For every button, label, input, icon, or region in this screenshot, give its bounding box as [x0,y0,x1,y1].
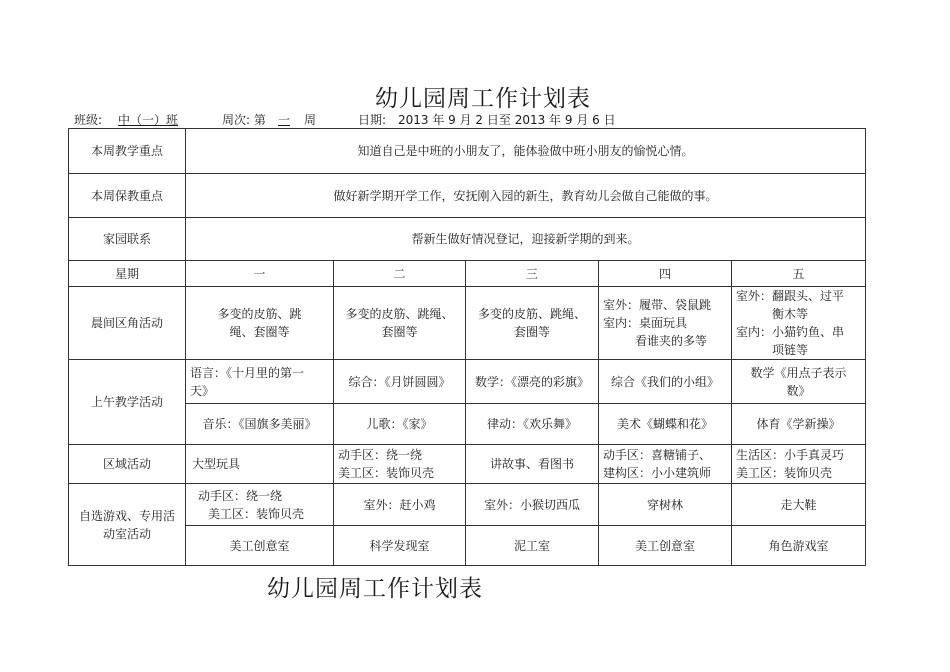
cell-line: 数》 [786,383,811,398]
table-cell: 穿树林 [599,484,732,526]
row-label: 本周教学重点 [69,129,186,174]
cell-line: 多变的皮筋、跳 [217,307,302,321]
table-row [69,445,866,484]
table-cell [334,287,466,360]
table-cell [466,287,599,360]
cell-line: 动手区：绕一绕 [198,488,283,503]
table-cell: 泥工室 [466,526,599,566]
home-contact: 帮新生做好情况登记，迎接新学期的到来。 [186,218,866,261]
cell-line: 语言：《十月里的第一 [190,365,305,380]
day-header: 四 [599,261,732,287]
cell-line: 室内：桌面玩具 [603,316,688,330]
table-cell: 科学发现室 [334,526,466,566]
table-cell: 综合：《月饼圆圆》 [334,360,466,404]
document-title-repeat: 幼儿园周工作计划表 [267,576,483,602]
label-line: 动室活动 [102,526,151,541]
row-label: 区域活动 [69,445,186,484]
cell-line: 多变的皮筋、跳绳、 [345,307,454,321]
table-row [69,484,866,526]
table-cell [732,287,866,360]
table-cell: 音乐：《国旗多美丽》 [186,404,334,445]
cell-line: 看谁夹的多等 [635,334,708,348]
row-label: 本周保教重点 [69,174,186,218]
cell-line: 室外：翻跟头、过平 [736,289,845,303]
day-header: 二 [334,261,466,287]
table-row [69,218,866,261]
cell-line: 天》 [190,383,215,398]
table-cell: 角色游戏室 [732,526,866,566]
table-row [69,174,866,218]
table-cell: 室外：赶小鸡 [334,484,466,526]
table-row [69,526,866,566]
table-cell: 综合《我们的小组》 [599,360,732,404]
table-cell: 美术《蝴蝶和花》 [599,404,732,445]
table-cell [599,287,732,360]
table-cell [732,445,866,484]
day-header: 五 [732,261,866,287]
cell-line: 项链等 [772,343,809,357]
cell-line: 动手区：喜糖铺子、 [603,448,712,462]
week-value: 一 [278,113,291,127]
teaching-focus: 知道自己是中班的小朋友了，能体验做中班小朋友的愉悦心情。 [186,129,866,174]
table-cell [186,287,334,360]
day-header: 三 [466,261,599,287]
class-value: 中（一）班 [118,113,179,127]
row-label: 家园联系 [69,218,186,261]
table-cell [334,445,466,484]
cell-line: 美工区：装饰贝壳 [736,466,833,480]
weekly-plan-table [68,128,866,566]
date-label: 日期: [358,113,387,127]
table-cell: 律动：《欢乐舞》 [466,404,599,445]
cell-line: 动手区：绕一绕 [338,448,423,462]
day-header: 一 [186,261,334,287]
cell-line: 建构区：小小建筑师 [603,466,712,480]
cell-line: 衡木等 [772,307,809,321]
table-cell: 儿歌：《家》 [334,404,466,445]
label-line: 自选游戏、专用活 [78,508,175,523]
table-cell: 讲故事、看图书 [466,445,599,484]
cell-line: 室外：履带、袋鼠跳 [603,298,712,312]
cell-line: 室内：小猫钓鱼、串 [736,325,845,339]
table-row [69,287,866,360]
table-row [69,261,866,287]
table-row [69,404,866,445]
row-label: 星期 [69,261,186,287]
table-cell [732,360,866,404]
row-label [69,484,186,566]
row-label: 晨间区角活动 [69,287,186,360]
table-cell: 体育《学新操》 [732,404,866,445]
week-suffix: 周 [304,113,317,127]
table-cell: 美工创意室 [599,526,732,566]
table-cell: 数学：《漂亮的彩旗》 [466,360,599,404]
table-cell [186,360,334,404]
row-label: 上午教学活动 [69,360,186,445]
table-row [69,360,866,404]
cell-line: 生活区：小手真灵巧 [736,448,845,462]
table-cell: 室外：小猴切西瓜 [466,484,599,526]
date-value: 2013 年 9 月 2 日至 2013 年 9 月 6 日 [398,113,616,127]
week-label: 周次: 第 [222,113,266,127]
document-title: 幼儿园周工作计划表 [375,86,591,112]
cell-line: 套圈等 [513,325,550,339]
table-cell: 走大鞋 [732,484,866,526]
cell-line: 多变的皮筋、跳绳、 [477,307,586,321]
table-cell: 大型玩具 [186,445,334,484]
table-cell [186,484,334,526]
table-cell [599,445,732,484]
care-focus: 做好新学期开学工作，安抚刚入园的新生，教育幼儿会做自己能做的事。 [186,174,866,218]
table-cell: 美工创意室 [186,526,334,566]
cell-line: 美工区：装饰贝壳 [338,466,435,480]
class-label: 班级: [74,113,103,127]
cell-line: 美工区：装饰贝壳 [208,506,305,521]
table-row [69,129,866,174]
cell-line: 套圈等 [381,325,418,339]
cell-line: 数学《用点子表示 [750,365,847,380]
cell-line: 绳、套圈等 [229,325,290,339]
